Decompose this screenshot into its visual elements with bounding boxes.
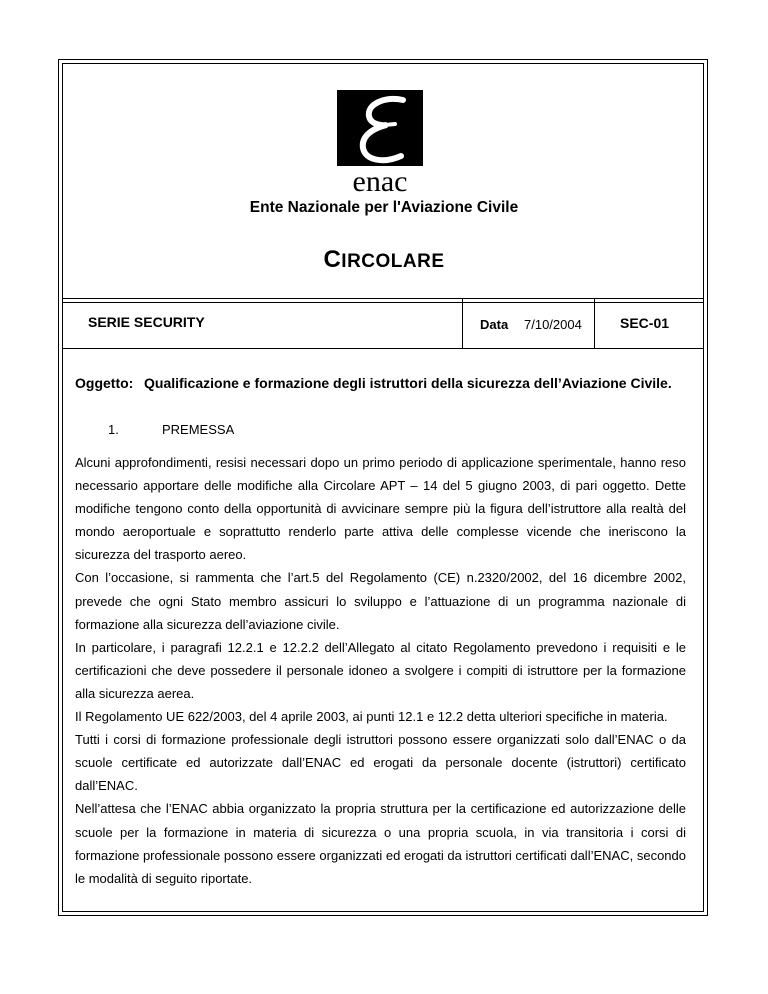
paragraph: In particolare, i paragrafi 12.2.1 e 12.2.2 dell’Allegato al citato Regolamento prevedono i requisiti e le certificazioni che deve possedere il personale idoneo a svolgere i compiti di istruttore per la formazione alla sicurezza aerea. [75,639,686,701]
subject-text: Qualificazione e formazione degli istruttori della sicurezza dell’Aviazione Civile. [144,375,672,391]
series-label: SERIE SECURITY [88,314,205,330]
table-top-rule-inner [62,302,704,303]
enac-logo [333,90,429,194]
organization-name: Ente Nazionale per l'Aviazione Civile [249,199,519,216]
document-title-initial: C [323,246,342,273]
section-title: PREMESSA [162,422,235,437]
body-text [75,451,686,890]
subject-label: Oggetto: [75,375,134,391]
paragraph: Con l’occasione, si rammenta che l’art.5 del Regolamento (CE) n.2320/2002, del 16 dicembre 2002, prevede che ogni Stato membro assicuri lo sviluppo e l’attuazione di un programma nazionale di formazione alla sicurezza dell’aviazione civile. [75,570,686,632]
date-value: 7/10/2004 [524,317,582,332]
document-title-rest: IRCOLARE [341,251,445,272]
paragraph: Alcuni approfondimenti, resisi necessari dopo un primo periodo di applicazione sperimentale, hanno reso necessario apportare delle modifiche alla Circolare APT – 14 del 5 giugno 2003, di pari oggetto. Dette modifiche tengono conto della opportunità di avvicinare sempre più la figura dell’istruttore alla realtà del mondo aeroportuale e soprattutto renderlo parte attiva delle complesse vicende che ineriscono la sicurezza del trasporto aereo. [75,455,686,563]
circular-code: SEC-01 [620,315,670,331]
date-label: Data [480,317,509,332]
table-divider-code [594,298,595,349]
paragraph: Il Regolamento UE 622/2003, del 4 aprile 2003, ai punti 12.1 e 12.2 detta ulteriori specifiche in materia. [75,709,668,725]
svg-text:enac: enac [352,165,408,194]
table-top-rule [62,298,704,299]
paragraph: Nell’attesa che l’ENAC abbia organizzato la propria struttura per la certificazione ed autorizzazione delle scuole per la formazione in materia di sicurezza o una propria scuola, in via transitoria i corsi di formazione professionale possono essere organizzati ed erogati da istruttori certificati dall’ENAC, secondo le modalità di seguito riportate. [75,801,686,886]
subject [75,375,689,392]
paragraph: Tutti i corsi di formazione professionale degli istruttori possono essere organizzati solo dall’ENAC o da scuole certificate ed autorizzate dall’ENAC ed erogati da personale docente (istruttori) certificato dall’ENAC. [75,732,686,794]
table-bottom-rule [62,348,704,349]
table-divider-data [462,298,463,349]
document-title [0,246,768,274]
section-number: 1. [108,422,119,437]
